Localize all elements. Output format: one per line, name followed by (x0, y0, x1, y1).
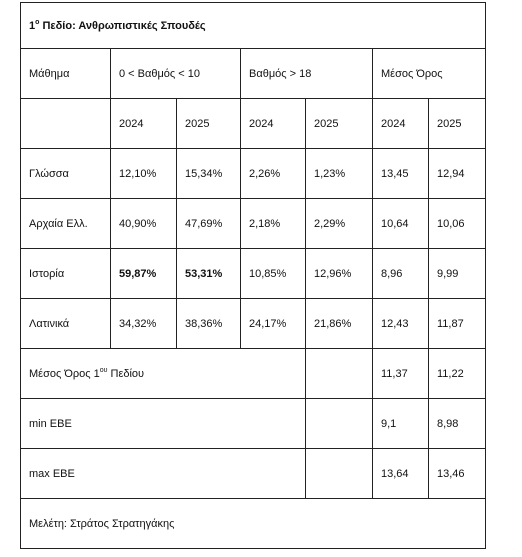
table-row (21, 149, 486, 199)
summary-label: max ΕΒΕ (21, 449, 306, 499)
table-title: $1^o$ Πεδίο: Ανθρωπιστικές Σπουδές (21, 3, 486, 49)
summary-blank (306, 449, 373, 499)
table-cell-highlight: 53,31% (177, 249, 241, 299)
summary-row-min (21, 399, 486, 449)
table-cell: 10,06 (429, 199, 486, 249)
table-row (21, 249, 486, 299)
table-cell: 47,69% (177, 199, 241, 249)
table-cell-highlight: 59,87% (111, 249, 177, 299)
table-cell: 13,45 (373, 149, 429, 199)
table-cell: 9,1 (373, 399, 429, 449)
table-cell: 34,32% (111, 299, 177, 349)
summary-row-average (21, 349, 486, 399)
header-average: Μέσος Όρος (373, 49, 486, 99)
table-footer: Μελέτη: Στράτος Στρατηγάκης (21, 499, 486, 549)
table-cell: 11,22 (429, 349, 486, 399)
summary-blank (306, 399, 373, 449)
summary-label: min ΕΒΕ (21, 399, 306, 449)
table-cell: 8,98 (429, 399, 486, 449)
table-cell: 11,37 (373, 349, 429, 399)
table-cell: 38,36% (177, 299, 241, 349)
row-subject: Ιστορία (21, 249, 111, 299)
year-header: 2024 (241, 99, 306, 149)
row-subject: Γλώσσα (21, 149, 111, 199)
row-subject: Λατινικά (21, 299, 111, 349)
table-cell: 2,29% (306, 199, 373, 249)
table-cell: 2,18% (241, 199, 306, 249)
statistics-table (20, 2, 486, 549)
year-header: 2025 (177, 99, 241, 149)
table-cell: 9,99 (429, 249, 486, 299)
table-cell: 21,86% (306, 299, 373, 349)
table-cell: 12,96% (306, 249, 373, 299)
summary-row-max (21, 449, 486, 499)
year-header: 2024 (111, 99, 177, 149)
table-cell: 12,94 (429, 149, 486, 199)
header-high-grade: Βαθμός > 18 (241, 49, 373, 99)
table-cell: 10,85% (241, 249, 306, 299)
table-cell: 10,64 (373, 199, 429, 249)
summary-label: Μέσος Όρος $1^{o\upsilon}$ Πεδίου (21, 349, 306, 399)
table-cell: 13,46 (429, 449, 486, 499)
table-cell: 15,34% (177, 149, 241, 199)
table-cell: 1,23% (306, 149, 373, 199)
footer-row (21, 499, 486, 549)
header-subject: Μάθημα (21, 49, 111, 99)
table-row (21, 299, 486, 349)
header-low-grade: 0 < Βαθμός < 10 (111, 49, 241, 99)
table-cell: 13,64 (373, 449, 429, 499)
table-cell: 12,43 (373, 299, 429, 349)
year-header: 2025 (429, 99, 486, 149)
table-cell: 2,26% (241, 149, 306, 199)
table-row (21, 199, 486, 249)
table-cell: 12,10% (111, 149, 177, 199)
table-cell: 40,90% (111, 199, 177, 249)
year-header: 2025 (306, 99, 373, 149)
table-cell: 24,17% (241, 299, 306, 349)
summary-blank (306, 349, 373, 399)
table-cell: 8,96 (373, 249, 429, 299)
row-subject: Αρχαία Ελλ. (21, 199, 111, 249)
year-header: 2024 (373, 99, 429, 149)
table-cell: 11,87 (429, 299, 486, 349)
header-blank (21, 99, 111, 149)
